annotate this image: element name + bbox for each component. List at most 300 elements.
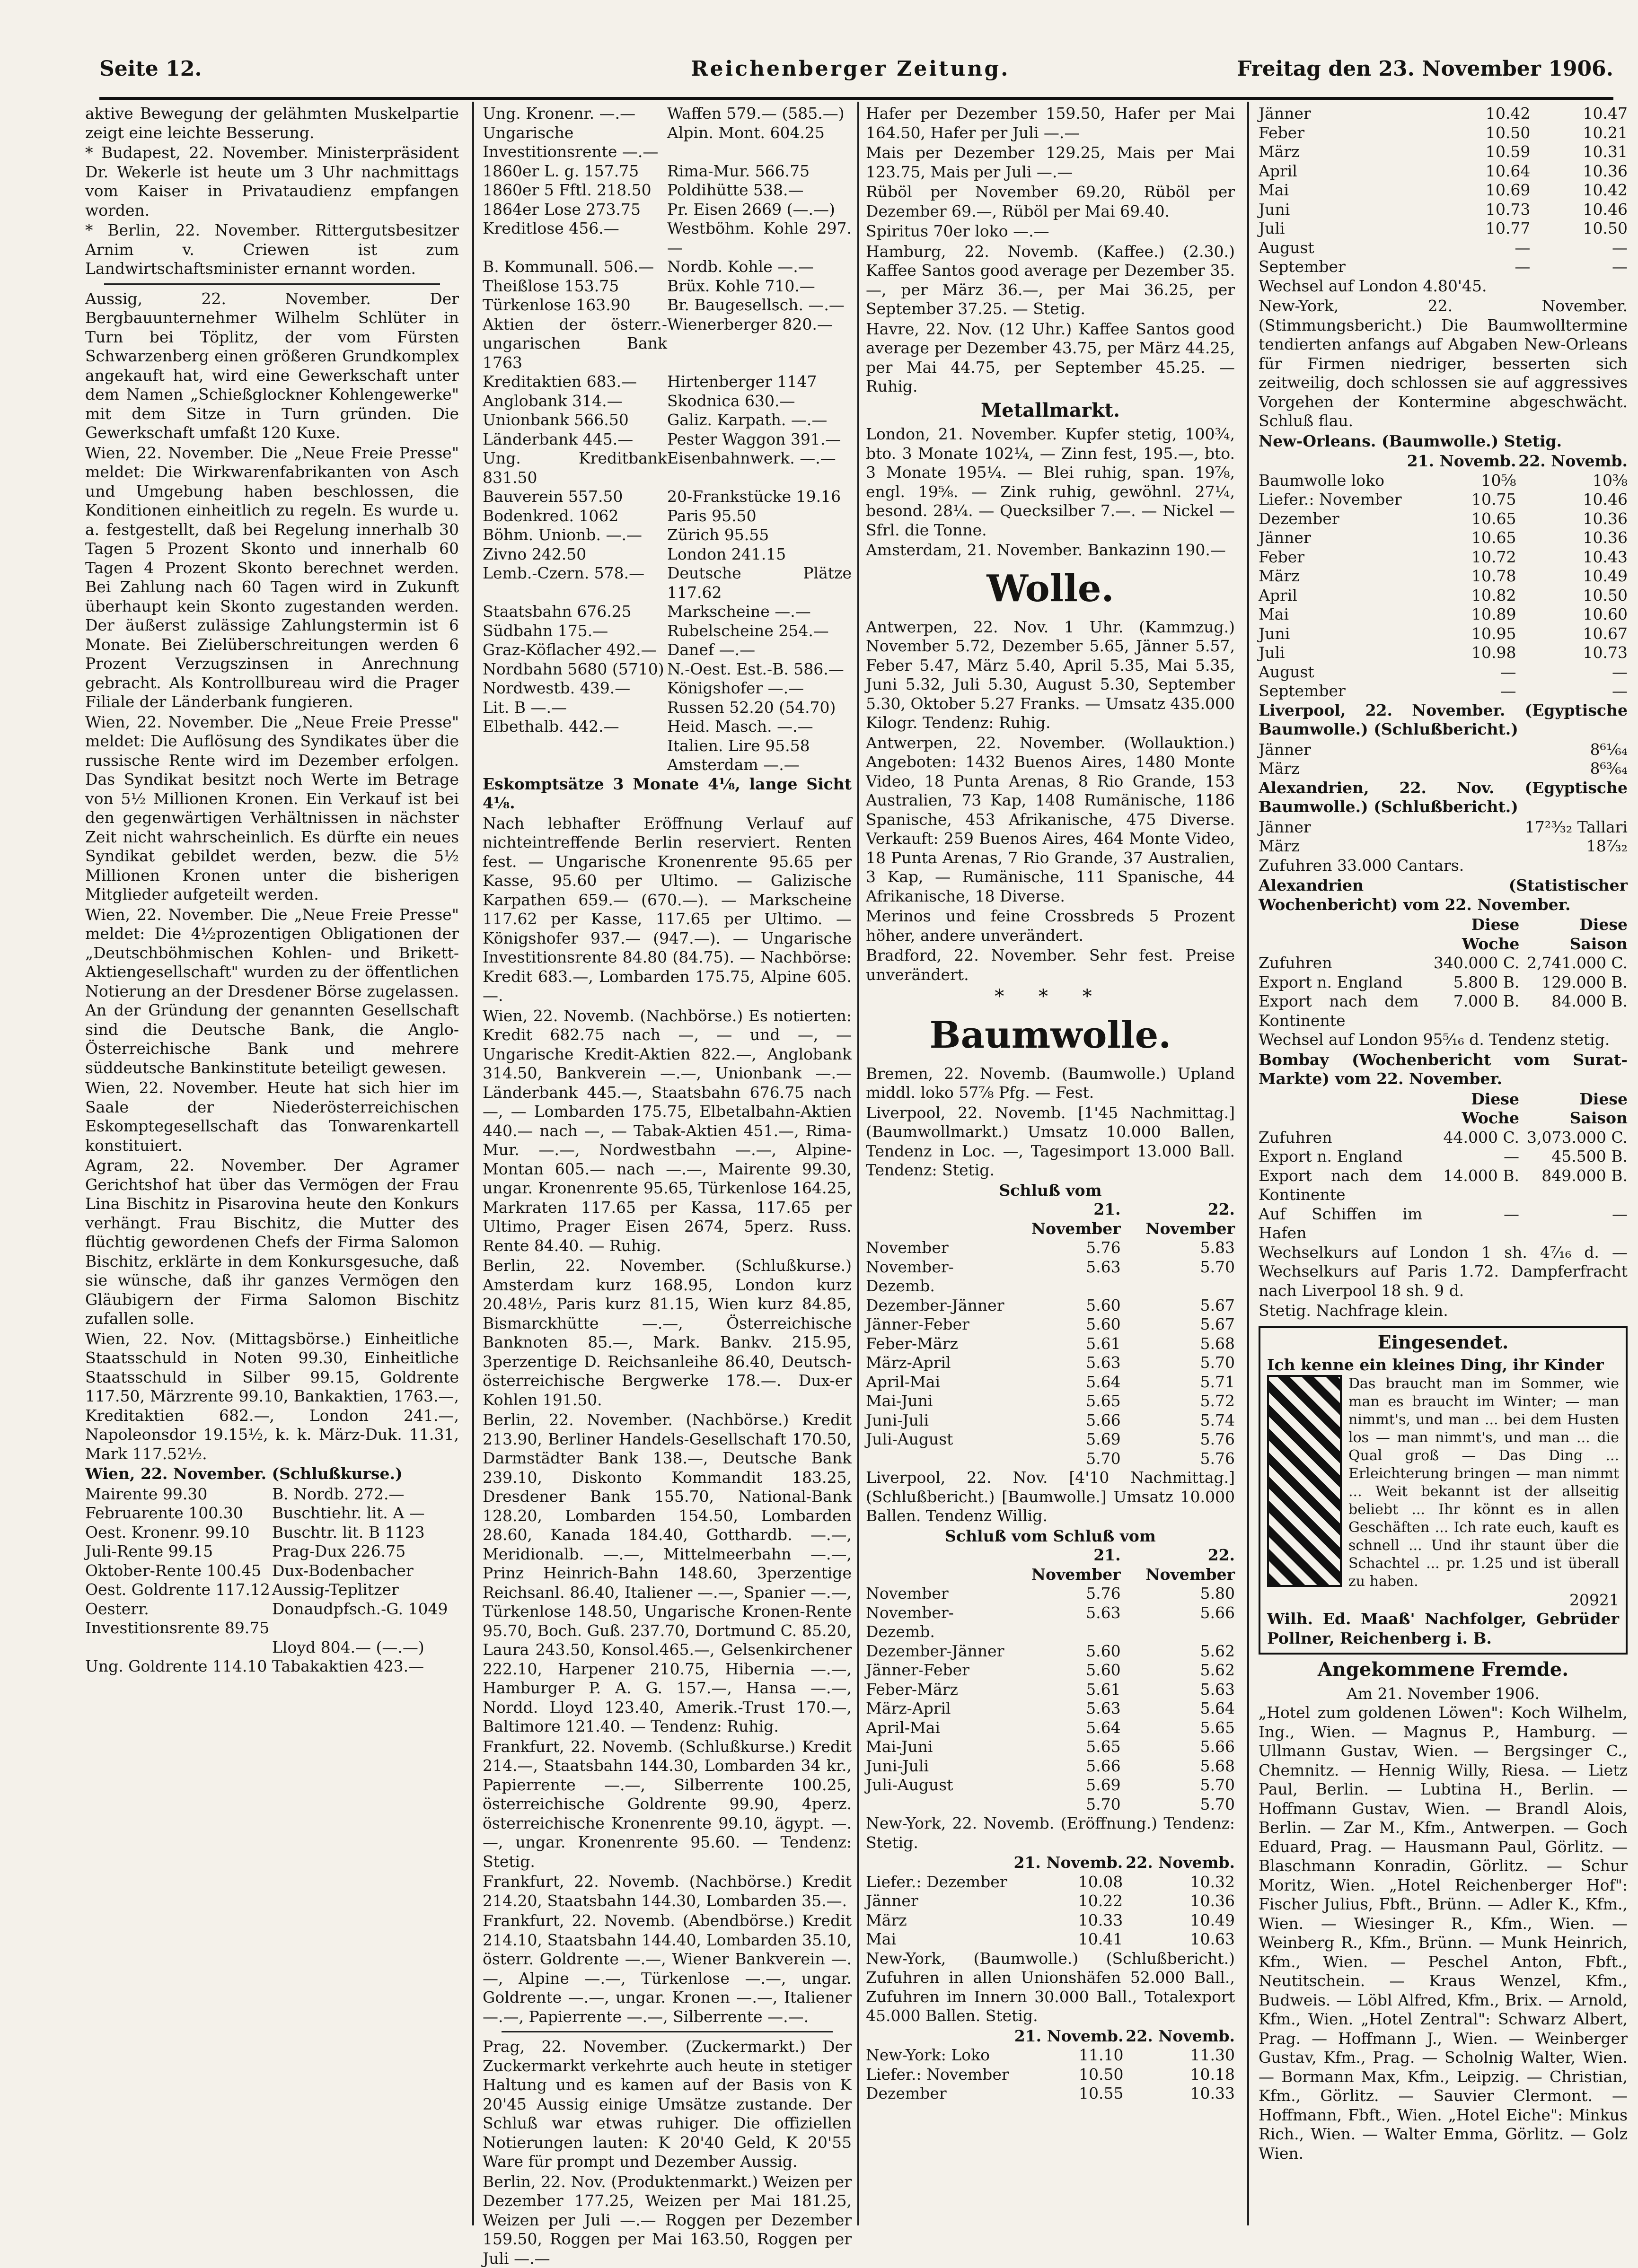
table-cell: Anglobank 314.—	[483, 392, 667, 411]
column-header: 21. Novemb.	[1405, 452, 1516, 471]
column-divider	[472, 102, 474, 2225]
table-cell: April	[1259, 586, 1405, 605]
column-header	[866, 1853, 1011, 1873]
table-cell: 10.98	[1405, 643, 1516, 663]
table-row: Februarente 100.30 Buschtiehr. lit. A —	[85, 1504, 459, 1523]
table-row	[866, 1315, 1235, 1334]
table-cell: November-Dezemb.	[866, 1258, 1006, 1296]
article-text: Amsterdam, 21. November. Bankazinn 190.—	[866, 541, 1235, 560]
table-cell: 5.63	[1006, 1603, 1120, 1642]
table-cell: —	[1422, 1147, 1519, 1166]
table-row	[866, 2046, 1235, 2065]
table-cell: —	[1519, 1205, 1628, 1243]
table-header-row	[866, 1200, 1235, 1238]
table-row	[1259, 1166, 1628, 1205]
table-cell: Auf Schiffen im Hafen	[1259, 1205, 1422, 1243]
section-dateline: Bombay (Wochenbericht vom Surat-Markte) vom 22. November.	[1259, 1051, 1628, 1089]
table-cell: Theißlose 153.75	[483, 277, 667, 296]
table-row: Oest. Goldrente 117.12 Aussig-Teplitzer	[85, 1580, 459, 1600]
table-row	[866, 1258, 1235, 1296]
table-cell: 5.61	[1006, 1334, 1120, 1354]
table-cell: 5.69	[1006, 1430, 1120, 1449]
table-cell: 10.33	[1011, 1911, 1123, 1930]
table-cell: 10.63	[1123, 1930, 1235, 1949]
table-cell: Böhm. Unionb. —.—	[483, 525, 667, 545]
column-header	[1259, 452, 1405, 471]
article-text: Berlin, 22. November. (Schlußkurse.) Amsterdam kurz 168.95, London kurz 20.48½, Paris kurz 81.15, Wien kurz 84.85, Bismarckhütte —.—, Österreichische Banknoten 85.—, Mark. Bankv. 215.95, 3perzentige D. Reichsanleihe 86.40, Deutsch-österreichische Bergwerke 178.—. Dux-er Kohlen 191.50.	[483, 1256, 852, 1410]
table-row	[1259, 219, 1628, 238]
table-row	[483, 507, 852, 526]
table-row	[1259, 104, 1628, 123]
table-cell: Ung. Kreditbank 831.50	[483, 449, 667, 487]
table-row	[866, 1737, 1235, 1757]
table-cell: —	[1405, 682, 1516, 701]
article-text: Berlin, 22. Nov. (Produktenmarkt.) Weizen per Dezember 177.25, Weizen per Mai 181.25, Weizen per Juli —.— Roggen per Dezember 159.50, Roggen per Mai 163.50, Roggen per Juli —.—	[483, 2172, 852, 2268]
table-cell: Dezember-Jänner	[866, 1296, 1006, 1315]
price-table	[1259, 740, 1628, 779]
table-cell: Juli	[1259, 219, 1433, 238]
table-row	[1259, 528, 1628, 548]
table-cell: Juni-Juli	[866, 1757, 1006, 1776]
table-cell: 84.000 B.	[1519, 992, 1628, 1030]
table-cell: —	[1433, 238, 1531, 258]
table-row	[483, 200, 852, 219]
article-text: Antwerpen, 22. November. (Wollauktion.) Angeboten: 1432 Buenos Aires, 1480 Monte Video, 18 Punta Arenas, 8 Rio Grande, 153 Australien, 73 Kap, 1408 Rumänische, 1186 Spanische, 453 Afrikanische, 475 Diverse. Verkauft: 259 Buenos Aires, 464 Monte Video, 18 Punta Arenas, 7 Rio Grande, 37 Australien, 3 Kap, — Rumänische, 111 Spanische, 44 Afrikanische, 18 Diverse.	[866, 734, 1235, 906]
table-cell: 10⅜	[1516, 471, 1628, 490]
table-cell: 10.64	[1433, 162, 1531, 181]
table-header-row	[866, 2027, 1235, 2046]
table-cell: 18⁷⁄₃₂	[1380, 837, 1628, 856]
table-row	[866, 1411, 1235, 1430]
table-cell: 2,741.000 C.	[1519, 954, 1628, 973]
table-cell: Mai	[866, 1930, 1011, 1949]
table-cell: Skodnica 630.—	[667, 392, 852, 411]
price-table	[866, 1200, 1235, 1468]
table-cell: Jänner	[1259, 104, 1433, 123]
table-row	[866, 1334, 1235, 1354]
table-cell: 8⁶³⁄₆₄	[1465, 759, 1628, 779]
table-cell: Deutsche Plätze 117.62	[667, 564, 852, 602]
table-cell: Mai-Juni	[866, 1737, 1006, 1757]
table-cell: August	[1259, 238, 1433, 258]
table-cell: 5.76	[1121, 1449, 1235, 1469]
table-cell: 10.72	[1405, 548, 1516, 567]
table-cell: 14.000 B.	[1422, 1166, 1519, 1205]
table-cell: Juni	[1259, 200, 1433, 219]
table-cell: 10.50	[1012, 2065, 1124, 2084]
table-row	[1259, 1147, 1628, 1166]
table-cell: April-Mai	[866, 1373, 1006, 1392]
section-dateline: Wien, 22. November. (Schlußkurse.)	[85, 1464, 459, 1484]
article-text: Bradford, 22. November. Sehr fest. Preise unverändert.	[866, 946, 1235, 984]
ornament-image	[1267, 1375, 1342, 1587]
table-cell: N.-Oest. Est.-B. 586.—	[667, 660, 852, 679]
table-cell: —	[1422, 1205, 1519, 1243]
table-row	[1259, 142, 1628, 162]
article-text: Wien, 22. November. Heute hat sich hier im Saale der Niederösterreichischen Eskomptegesellschaft das Tonwarenkartell konstituiert.	[85, 1078, 459, 1155]
table-cell: August	[1259, 663, 1405, 682]
table-cell: —	[1530, 238, 1628, 258]
table-cell: 5.63	[1006, 1258, 1120, 1296]
table-row	[1259, 123, 1628, 143]
section-dateline: Liverpool, 22. November. (Egyptische Baumwolle.) (Schlußbericht.)	[1259, 701, 1628, 739]
table-cell: 10.78	[1405, 567, 1516, 586]
price-table	[1259, 104, 1628, 277]
table-row	[483, 219, 852, 257]
table-cell: Export n. England	[1259, 1147, 1422, 1166]
table-cell: Pester Waggon 391.—	[667, 430, 852, 449]
article-text: New-York, 22. Novemb. (Eröffnung.) Tendenz: Stetig.	[866, 1814, 1235, 1852]
table-row	[483, 104, 852, 123]
table-row	[483, 717, 852, 736]
table-cell: Poldihütte 538.—	[667, 181, 852, 200]
table-cell: Mai	[1259, 605, 1405, 624]
table-row	[1259, 1205, 1628, 1243]
table-cell: 5.60	[1006, 1661, 1120, 1680]
table-cell: Rima-Mur. 566.75	[667, 162, 852, 181]
article-text: Liverpool, 22. Nov. [4'10 Nachmittag.] (Schlußbericht.) [Baumwolle.] Umsatz 10.000 Ballen. Tendenz Willig.	[866, 1468, 1235, 1526]
table-cell: 5.70	[1121, 1795, 1235, 1814]
column-3	[866, 104, 1235, 2223]
table-cell: 10.59	[1433, 142, 1531, 162]
table-cell: 8⁶¹⁄₆₄	[1465, 740, 1628, 760]
page-header	[99, 57, 1613, 90]
article-text: Prag, 22. November. (Zuckermarkt.) Der Zuckermarkt verkehrte auch heute in stetiger Haltung und es kamen auf der Basis von K 20'45 Aussig einige Umsätze zustande. Der Schluß war etwas ruhiger. Die offiziellen Notierungen lauten: K 20'40 Geld, K 20'55 Ware für prompt und Dezember Aussig.	[483, 2037, 852, 2172]
table-cell: 10.47	[1530, 104, 1628, 123]
table-cell: März-April	[866, 1699, 1006, 1718]
article-text: Berlin, 22. November. (Nachbörse.) Kredit 213.90, Berliner Handels-Gesellschaft 170.50, Darmstädter Bank 138.—, Deutsche Bank 239.10, Diskonto Kommandit 183.25, Dresdener Bank 155.70, National-Bank 128.20, Lombarden 154.50, Lombarden 28.60, Kanada 184.40, Gotthardb. —.—, Meridionalb. —.—, Mittelmeerbahn —.—, Prinz Heinrich-Bahn 148.60, 3perzentige Reichsanl. 86.40, Italiener —.—, Spanier —.—, Türkenlose 148.50, Ungarische Kronen-Rente 95.70, Boch. Guß. 237.70, Dortmund C. 85.20, Laura 243.50, Konsol.465.—, Gelsenkirchener 222.10, Harpener 210.75, Hibernia —.—, Hamburger P. A. G. 157.—, Hansa —.—, Nordd. Lloyd 123.40, Amerik.-Trust 170.—, Baltimore 121.40. — Tendenz: Ruhig.	[483, 1410, 852, 1736]
table-row	[866, 1238, 1235, 1258]
table-cell: 5.65	[1006, 1392, 1120, 1411]
table-cell: Bodenkred. 1062	[483, 507, 667, 526]
table-cell: 1860er L. g. 157.75	[483, 162, 667, 181]
article-text: Hafer per Dezember 159.50, Hafer per Mai 164.50, Hafer per Juli —.—	[866, 104, 1235, 142]
table-cell: 129.000 B.	[1519, 973, 1628, 992]
table-cell: —	[1405, 663, 1516, 682]
table-cell: 1864er Lose 273.75	[483, 200, 667, 219]
table-cell: Nordbahn 5680 (5710)	[483, 660, 667, 679]
table-cell: 10.22	[1011, 1891, 1123, 1911]
table-row	[866, 1430, 1235, 1449]
table-row: Oesterr. Investitionsrente 89.75 Donaudpfsch.-G. 1049	[85, 1600, 459, 1638]
section-dateline: New-Orleans. (Baumwolle.) Stetig.	[1259, 432, 1628, 451]
table-cell: Liefer.: November	[866, 2065, 1012, 2084]
table-cell: April-Mai	[866, 1718, 1006, 1738]
header-rule	[99, 97, 1613, 100]
table-cell: 10.50	[1530, 219, 1628, 238]
table-cell: 10.50	[1516, 586, 1628, 605]
article-text: Wechsel auf London 95⁵⁄₁₆ d. Tendenz stetig.	[1259, 1030, 1628, 1050]
table-row	[483, 564, 852, 602]
table-cell: Markscheine —.—	[667, 602, 852, 622]
table-cell: Export nach dem Kontinente	[1259, 992, 1418, 1030]
table-row	[483, 181, 852, 200]
table-cell: 10.82	[1405, 586, 1516, 605]
table-row	[866, 1930, 1235, 1949]
table-cell: Jänner-Feber	[866, 1661, 1006, 1680]
table-cell: Mai-Juni	[866, 1392, 1006, 1411]
table-cell: 10.21	[1530, 123, 1628, 143]
price-table	[1259, 818, 1628, 856]
table-cell: 10.65	[1405, 509, 1516, 529]
table-cell: Danef —.—	[667, 640, 852, 660]
column-header: 21. November	[1006, 1200, 1120, 1238]
table-row	[483, 123, 852, 162]
table-cell: 5.70	[1121, 1258, 1235, 1296]
table-row: Lloyd 804.— (—.—)	[85, 1638, 459, 1657]
table-cell: 10.95	[1405, 624, 1516, 644]
article-text: Zufuhren 33.000 Cantars.	[1259, 856, 1628, 876]
table-cell: Staatsbahn 676.25	[483, 602, 667, 622]
table-row	[1259, 200, 1628, 219]
table-cell: Baumwolle loko	[1259, 471, 1405, 490]
table-row	[483, 411, 852, 430]
column-header: Diese Saison	[1519, 1090, 1628, 1128]
article-text: Bremen, 22. Novemb. (Baumwolle.) Upland middl. loko 57⅞ Pfg. — Fest.	[866, 1064, 1235, 1103]
table-cell: 10.41	[1011, 1930, 1123, 1949]
table-cell: März	[1259, 142, 1433, 162]
table-header-row	[866, 1853, 1235, 1873]
table-row	[1259, 992, 1628, 1030]
table-row	[1259, 509, 1628, 529]
ad-text: Das braucht man im Sommer, wie man es braucht im Winter; — man nimmt's, und man ... bei dem Husten los — man nimmt's, und man ... die Qual groß — Das Ding ... Erleichterung bringen — man nimmt ... Weit bekannt ist der allseitig beliebt ... Ihr könnt es in allen Geschäften ... Ich rate euch, kauft es schnell ... Und ihr staunt über die Schachtel ... pr. 1.25 und ist überall zu haben.	[1348, 1375, 1619, 1591]
table-cell: Export nach dem Kontinente	[1259, 1166, 1422, 1205]
page-number: Seite 12.	[99, 57, 202, 81]
table-cell: 10.36	[1516, 528, 1628, 548]
arrivals-date: Am 21. November 1906.	[1259, 1684, 1628, 1704]
table-cell: Russen 52.20 (54.70)	[667, 698, 852, 718]
table-cell: Ungarische Investitionsrente —.—	[483, 123, 667, 162]
article-text: „Hotel zum goldenen Löwen": Koch Wilhelm, Ing., Wien. — Magnus P., Hamburg. — Ullmann Gustav, Wien. — Bergsinger C., Chemnitz. — Hennig Willy, Riesa. — Lietz Paul, Berlin. — Lubtina H., Berlin. — Hoffmann Gustav, Wien. — Brandl Alois, Berlin. — Zar M., Kfm., Antwerpen. — Goch Eduard, Prag. — Hausmann Paul, Görlitz. — Blaschmann Konradin, Görlitz. — Schur Moritz, Wien. „Hotel Reichenberger Hof": Fischer Julius, Fbft., Brünn. — Adler K., Kfm., Wien. — Wiesinger R., Kfm., Wien. — Weinberg R., Kfm., Brünn. — Munk Heinrich, Kfm., Wien. — Peschel Anton, Fbft., Neutitschein. — Kraus Wenzel, Kfm., Budweis. — Löbl Alfred, Kfm., Brix. — Arnold, Kfm., Wien. „Hotel Zentral": Schwarz Albert, Prag. — Hoffmann J., Wien. — Weinberger Gustav, Kfm., Prag. — Scholnig Walter, Wien. — Bormann Max, Kfm., Leipzig. — Christian, Kfm., Görlitz. — Sauvier Clermont. — Hoffmann, Fbft., Wien. „Hotel Eiche": Minkus Rich., Wien. — Walter Emma, Görlitz. — Golz Wien.	[1259, 1703, 1628, 2163]
table-cell	[866, 1449, 1006, 1469]
column-1	[85, 104, 459, 2223]
table-cell: 10.33	[1123, 2084, 1235, 2103]
table-cell: Juni-Juli	[866, 1411, 1006, 1430]
table-cell: 10.60	[1516, 605, 1628, 624]
table-cell: 5.66	[1121, 1603, 1235, 1642]
table-row	[483, 392, 852, 411]
table-row	[1259, 973, 1628, 992]
table-cell: November	[866, 1238, 1006, 1258]
table-cell: Zürich 95.55	[667, 525, 852, 545]
column-header	[866, 1546, 1006, 1584]
column-header: Diese Woche	[1418, 915, 1519, 954]
table-header-row	[1259, 915, 1628, 954]
table-cell: 5.64	[1121, 1699, 1235, 1718]
table-cell: 11.30	[1123, 2046, 1235, 2065]
table-row	[866, 1642, 1235, 1661]
table-cell: 5.74	[1121, 1411, 1235, 1430]
table-cell: 5.68	[1121, 1757, 1235, 1776]
table-cell: April	[1259, 162, 1433, 181]
article-text: * Budapest, 22. November. Ministerpräsident Dr. Wekerle ist heute um 3 Uhr nachmittags vom Kaiser in Privataudienz empfangen worden.	[85, 143, 459, 220]
table-row	[483, 449, 852, 487]
table-cell: Türkenlose 163.90	[483, 296, 667, 315]
table-cell: 5.62	[1121, 1642, 1235, 1661]
table-cell: Feber-März	[866, 1334, 1006, 1354]
table-cell	[866, 1795, 1006, 1814]
table-cell: 10.46	[1530, 200, 1628, 219]
table-cell: Liefer.: Dezember	[866, 1873, 1011, 1892]
table-row	[1259, 605, 1628, 624]
table-cell: Br. Baugesellsch. —.—	[667, 296, 852, 315]
table-cell: Elbethalb. 442.—	[483, 717, 667, 736]
table-row	[1259, 837, 1628, 856]
table-cell: Nordwestb. 439.—	[483, 679, 667, 698]
article-text: Havre, 22. Nov. (12 Uhr.) Kaffee Santos good average per Dezember 43.75, per März 44.25, per Mai 44.75, per September 45.25. — Ruhig.	[866, 320, 1235, 396]
table-cell: 5.800 B.	[1418, 973, 1519, 992]
table-cell: 10.49	[1123, 1911, 1235, 1930]
table-row	[1259, 740, 1628, 760]
table-cell: Dezember	[1259, 509, 1405, 529]
table-cell: 5.60	[1006, 1296, 1120, 1315]
table-row	[483, 660, 852, 679]
table-cell: Lit. B —.—	[483, 698, 667, 718]
table-row	[483, 162, 852, 181]
table-cell: März	[1259, 567, 1405, 586]
table-cell: 10.67	[1516, 624, 1628, 644]
column-header: 22. November	[1121, 1200, 1235, 1238]
table-cell: Amsterdam —.—	[667, 755, 852, 775]
table-cell: 10.73	[1433, 200, 1531, 219]
table-cell: Länderbank 445.—	[483, 430, 667, 449]
table-cell: 5.65	[1121, 1718, 1235, 1738]
table-cell: Unionbank 566.50	[483, 411, 667, 430]
column-header: 22. November	[1121, 1546, 1235, 1584]
table-row	[483, 545, 852, 564]
table-cell: 5.60	[1006, 1315, 1120, 1334]
column-header	[1259, 1090, 1422, 1128]
table-cell: London 241.15	[667, 545, 852, 564]
table-row	[1259, 624, 1628, 644]
price-table	[866, 1853, 1235, 1949]
table-caption: Schluß vom	[866, 1181, 1235, 1200]
advertisement-box	[1259, 1326, 1628, 1655]
price-table	[1259, 1090, 1628, 1243]
table-cell: 5.76	[1006, 1238, 1120, 1258]
ornament-stars: * * *	[866, 987, 1235, 1007]
table-cell: New-York: Loko	[866, 2046, 1012, 2065]
table-row	[866, 1680, 1235, 1699]
table-row	[483, 736, 852, 756]
table-header-row	[1259, 1090, 1628, 1128]
table-cell: 5.66	[1121, 1737, 1235, 1757]
table-cell: 10⅝	[1405, 471, 1516, 490]
table-row	[1259, 471, 1628, 490]
table-cell: 5.64	[1006, 1373, 1120, 1392]
ad-headline: Ich kenne ein kleines Ding, ihr Kinder	[1267, 1356, 1619, 1375]
article-text: Merinos und feine Crossbreds 5 Prozent höher, andere unverändert.	[866, 907, 1235, 945]
table-row	[1259, 954, 1628, 973]
column-header: 22. Novemb.	[1123, 2027, 1235, 2046]
table-cell: November	[866, 1584, 1006, 1603]
table-row: Juli-Rente 99.15 Prag-Dux 226.75	[85, 1542, 459, 1561]
table-cell: Rubelscheine 254.—	[667, 622, 852, 641]
table-row	[1259, 162, 1628, 181]
price-table	[866, 1546, 1235, 1814]
table-row	[483, 622, 852, 641]
article-text: aktive Bewegung der gelähmten Muskelpartie zeigt eine leichte Besserung.	[85, 104, 459, 142]
table-row	[866, 1776, 1235, 1795]
table-cell: Jänner	[866, 1891, 1011, 1911]
table-row	[1259, 759, 1628, 779]
table-cell: Graz-Köflacher 492.—	[483, 640, 667, 660]
table-cell: Bauverein 557.50	[483, 487, 667, 507]
table-cell: Brüx. Kohle 710.—	[667, 277, 852, 296]
table-cell	[483, 755, 667, 775]
table-cell: 10.89	[1405, 605, 1516, 624]
section-heading: Wolle.	[866, 568, 1235, 610]
section-dateline: Alexandrien (Statistischer Wochenbericht) vom 22. November.	[1259, 876, 1628, 914]
table-cell: Eisenbahnwerk. —.—	[667, 449, 852, 487]
column-header	[1259, 915, 1418, 954]
table-row	[1259, 238, 1628, 258]
table-row	[1259, 548, 1628, 567]
ad-footer: Wilh. Ed. Maaß' Nachfolger, Gebrüder Pollner, Reichenberg i. B.	[1267, 1610, 1619, 1648]
table-cell: Feber-März	[866, 1680, 1006, 1699]
table-cell: 5.66	[1006, 1757, 1120, 1776]
table-row	[866, 1661, 1235, 1680]
table-cell: 20-Frankstücke 19.16	[667, 487, 852, 507]
table-cell: September	[1259, 682, 1405, 701]
table-cell: 10.36	[1530, 162, 1628, 181]
table-cell: 7.000 B.	[1418, 992, 1519, 1030]
table-row	[1259, 567, 1628, 586]
column-header: 21. Novemb.	[1011, 1853, 1123, 1873]
table-row	[483, 487, 852, 507]
table-row	[866, 1373, 1235, 1392]
table-cell: 10.55	[1012, 2084, 1124, 2103]
table-row	[483, 430, 852, 449]
table-row	[866, 1718, 1235, 1738]
table-row	[1259, 490, 1628, 509]
table-cell: 849.000 B.	[1519, 1166, 1628, 1205]
table-row: Oest. Kronenr. 99.10 Buschtr. lit. B 1123	[85, 1523, 459, 1542]
article-text: * Berlin, 22. November. Rittergutsbesitzer Arnim v. Criewen ist zum Landwirtschaftsminister ernannt worden.	[85, 221, 459, 279]
table-cell: Jänner	[1259, 740, 1465, 760]
article-text: Antwerpen, 22. Nov. 1 Uhr. (Kammzug.) November 5.72, Dezember 5.65, Jänner 5.57, Feber 5.47, März 5.40, April 5.35, Mai 5.35, Juni 5.32, Juli 5.30, August 5.30, September 5.30, Oktober 5.27 Franks. — Umsatz 435.000 Kilogr. Tendenz: Ruhig.	[866, 618, 1235, 733]
table-row	[1259, 818, 1628, 837]
table-cell: Zufuhren	[1259, 954, 1418, 973]
table-row	[483, 372, 852, 392]
table-cell	[483, 736, 667, 756]
price-table	[1259, 452, 1628, 701]
table-cell: Heid. Masch. —.—	[667, 717, 852, 736]
table-cell: Hirtenberger 1147	[667, 372, 852, 392]
table-cell: März	[1259, 837, 1380, 856]
article-text: Wechselkurs auf London 1 sh. 4⁷⁄₁₆ d. — Wechselkurs auf Paris 1.72. Dampferfracht nach Liverpool 18 sh. 9 d.	[1259, 1243, 1628, 1301]
table-row	[1259, 1128, 1628, 1147]
article-text: New-York, 22. November. (Stimmungsbericht.) Die Baumwollterminе tendierten anfangs auf Abgaben New-Orleans für Firmen niedriger, besserten sich zeitweilig, doch schlossen sie auf aggressives Vorgehen der Konterminе abgeschwächt. Schluß flau.	[1259, 297, 1628, 431]
table-cell: März-April	[866, 1353, 1006, 1373]
separator	[502, 2031, 833, 2032]
table-header-row	[866, 1546, 1235, 1584]
table-cell: 45.500 B.	[1519, 1147, 1628, 1166]
section-heading: Angekommene Fremde.	[1259, 1660, 1628, 1680]
table-cell: Königshofer —.—	[667, 679, 852, 698]
table-cell: 5.64	[1006, 1718, 1120, 1738]
article-text: Rüböl per November 69.20, Rüböl per Dezember 69.—, Rüböl per Mai 69.40.	[866, 183, 1235, 221]
column-header: 21. November	[1006, 1546, 1120, 1584]
table-cell: 10.77	[1433, 219, 1531, 238]
table-cell: 5.72	[1121, 1392, 1235, 1411]
box-title: Eingesendet.	[1267, 1333, 1619, 1352]
table-cell: 5.83	[1121, 1238, 1235, 1258]
section-heading: Metallmarkt.	[866, 401, 1235, 420]
table-cell: 3,073.000 C.	[1519, 1128, 1628, 1147]
table-cell: Jänner	[1259, 818, 1380, 837]
table-cell: 5.63	[1006, 1353, 1120, 1373]
